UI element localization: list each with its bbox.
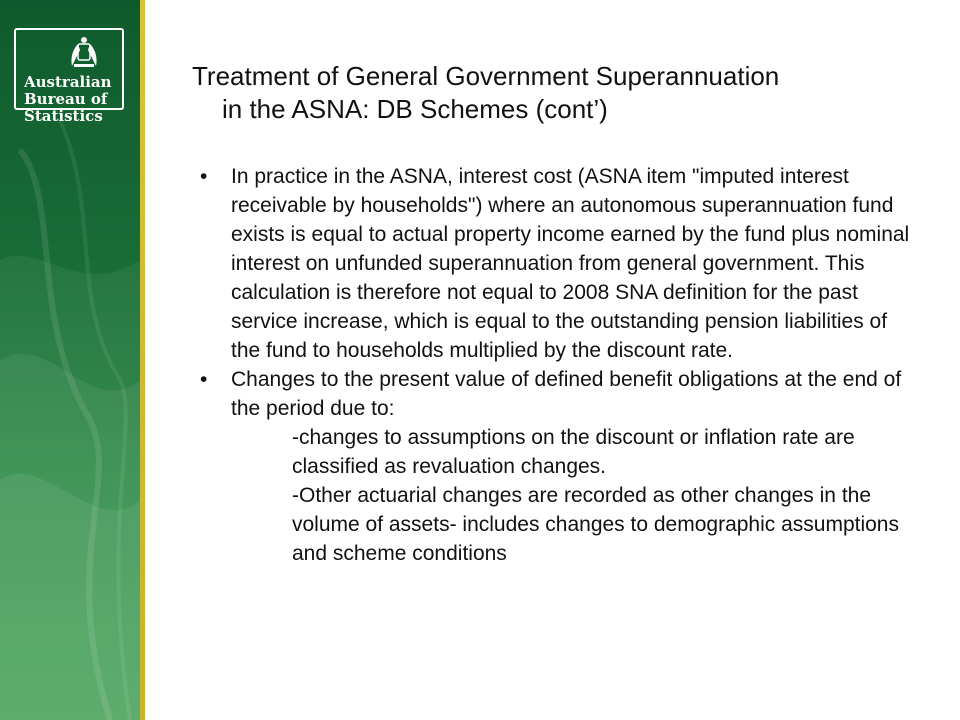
sub-item: -Other actuarial changes are recorded as other changes in the volume of assets- includes changes to demographic assumptions and scheme conditions [292, 484, 899, 565]
slide-content [200, 162, 910, 568]
gold-divider [140, 0, 145, 720]
logo-line-2: Bureau of [24, 90, 108, 108]
logo-line-1: Australian [24, 73, 112, 91]
slide-title [192, 60, 932, 126]
bullet-text: In practice in the ASNA, interest cost (ASNA item "imputed interest receivable by households") where an autonomous superannuation fund exists is equal to actual property income earned by the fund plus nominal interest on unfunded superannuation from general government. This calculation is therefore not equal to 2008 SNA definition for the past service increase, which is equal to the outstanding pension liabilities of the fund to households multiplied by the discount rate. [231, 165, 910, 362]
abs-logo [14, 28, 124, 125]
bullet-item [200, 162, 910, 365]
bullet-item [200, 365, 910, 423]
coat-of-arms-icon [66, 36, 102, 70]
logo-line-3: Statistics [24, 107, 103, 125]
sidebar [0, 0, 140, 720]
slide-title-line-2: in the ASNA: DB Schemes (cont’) [222, 94, 608, 124]
slide-title-line-1: Treatment of General Government Superannuation [192, 61, 780, 91]
bullet-text: Changes to the present value of defined benefit obligations at the end of the period due to: [231, 368, 902, 420]
sub-item: -changes to assumptions on the discount or inflation rate are classified as revaluation changes. [292, 426, 855, 478]
bullet-dot-icon: • [200, 368, 208, 391]
bullet-dot-icon: • [200, 165, 208, 188]
